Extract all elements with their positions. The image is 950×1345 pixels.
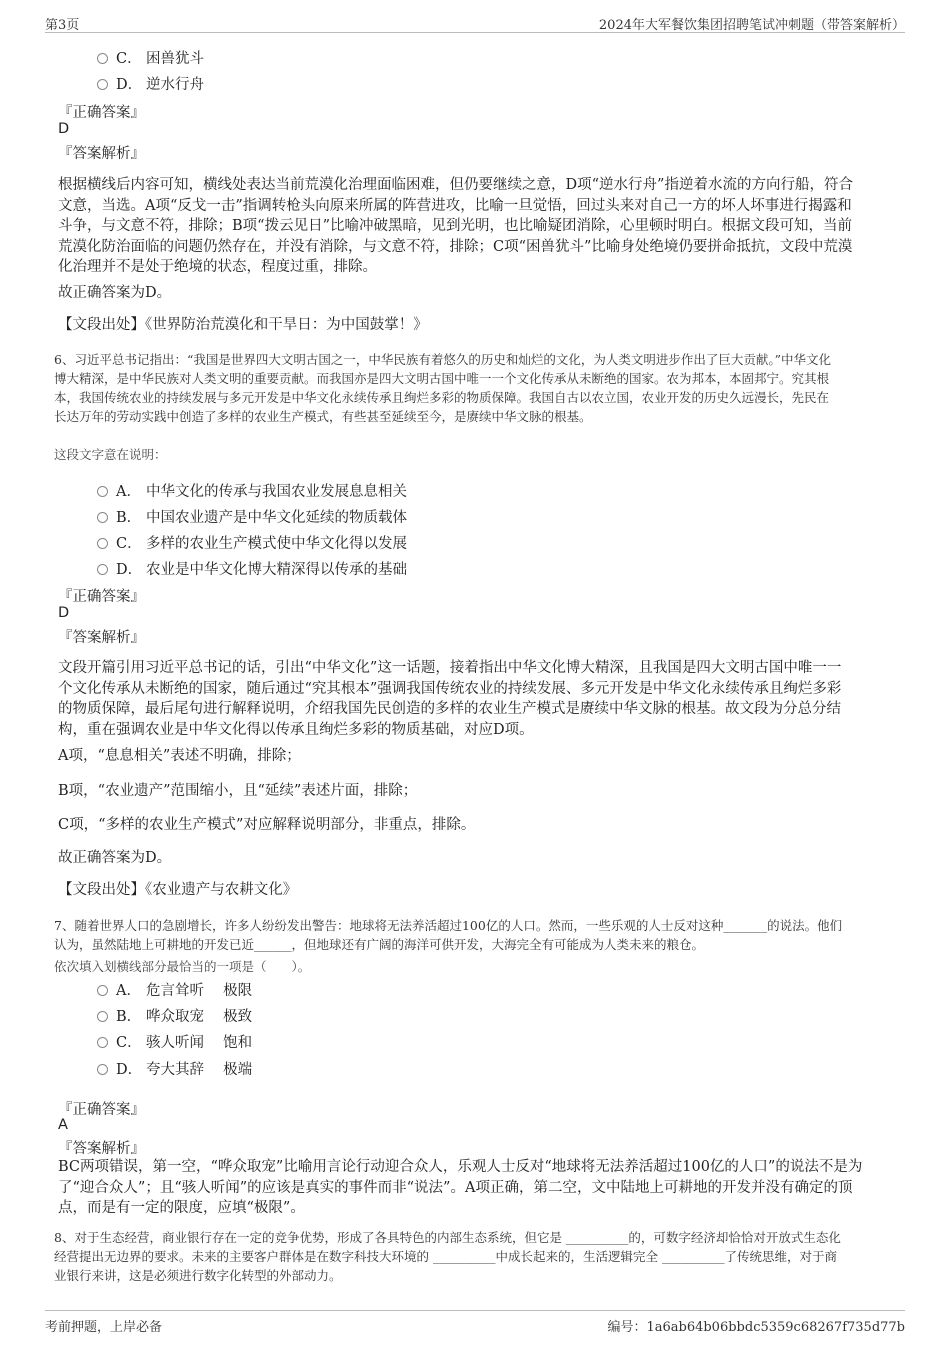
q6-correct-label: 『正确答案』 xyxy=(58,589,145,605)
q6-elim-a: A项，“息息相关”表述不明确，排除； xyxy=(58,748,301,764)
footer-slogan: 考前押题，上岸必备 xyxy=(45,1320,163,1335)
q6-conclusion: 故正确答案为D。 xyxy=(58,850,172,866)
q7-option-b[interactable]: B． 哗众取宠 极致 xyxy=(97,1005,252,1026)
q6-stem: 6、习近平总书记指出：“我国是世界四大文明古国之一，中华民族有着悠久的历史和灿烂的文化，为人类文明进步作出了巨大贡献。”中华文化 博大精深，是中华民族对人类文明的重要贡献。而我国亦是四大文明古国中唯一一个文化传承从未断绝的国家。农为邦本，本固邦宁。究其根 本，我国传统农业的持续发展与多元开发是中华文化永续传承且绚烂多彩的物质保障。我国自古以农立国，农业开发的历史久远漫长，先民在 长达万年的劳动实践中创造了多样的农业生产模式，有些甚至延续至今，是赓续中华文脉的根基。 xyxy=(54,352,831,424)
q6-option-c[interactable]: C． 多样的农业生产模式使中华文化得以发展 xyxy=(97,532,407,553)
radio-icon[interactable] xyxy=(97,53,108,64)
q6-option-b[interactable]: B． 中国农业遗产是中华文化延续的物质载体 xyxy=(97,506,407,527)
q6-elim-c: C项，“多样的农业生产模式”对应解释说明部分，非重点，排除。 xyxy=(58,817,476,833)
radio-icon[interactable] xyxy=(97,1011,108,1022)
q6-option-a[interactable]: A． 中华文化的传承与我国农业发展息息相关 xyxy=(97,480,407,501)
radio-icon[interactable] xyxy=(97,1064,108,1075)
q5-correct-label: 『正确答案』 xyxy=(58,105,145,121)
q6-analysis: 文段开篇引用习近平总书记的话，引出“中华文化”这一话题，接着指出中华文化博大精深，且我国是四大文明古国中唯一一 个文化传承从未断绝的国家，随后通过“究其根本”强调我国传统农业的持续发展、多元开发是中华文化永续传承且绚烂多彩 的物质保障，最后尾句进行解释说明，介绍我国先民创造的多样的农业生产模式是赓续中华文脉的根基。故文段为分总分结 构，重在强调农业是中华文化得以传承且绚烂多彩的物质基础，对应D项。 xyxy=(58,660,842,738)
q5-option-d[interactable]: D． 逆水行舟 xyxy=(97,73,204,94)
q7-correct-label: 『正确答案』 xyxy=(58,1102,145,1118)
q7-answer: A xyxy=(58,1117,68,1133)
q6-source: 【文段出处】《农业遗产与农耕文化》 xyxy=(58,882,298,898)
q5-option-c[interactable]: C． 困兽犹斗 xyxy=(97,47,204,68)
q6-prompt: 这段文字意在说明： xyxy=(54,447,167,462)
radio-icon[interactable] xyxy=(97,538,108,549)
q6-option-d[interactable]: D． 农业是中华文化博大精深得以传承的基础 xyxy=(97,558,407,579)
q8-stem: 8、对于生态经营，商业银行存在一定的竞争优势，形成了各具特色的内部生态系统，但它是 __________的，可数字经济却恰恰对开放式生态化 经营提出无边界的要求。未来的主要客户群体是在数字科技大环境的 __________中成长起来的，生活逻辑完全 __________了传统思维，对于商 业银行来讲，这是必须进行数字化转型的外部动力。 xyxy=(54,1230,841,1283)
q6-analysis-label: 『答案解析』 xyxy=(58,630,145,646)
page-footer xyxy=(45,1310,905,1333)
page-number: 第3页 xyxy=(45,18,80,33)
radio-icon[interactable] xyxy=(97,512,108,523)
q7-option-a[interactable]: A． 危言耸听 极限 xyxy=(97,979,252,1000)
q6-answer: D xyxy=(58,605,70,621)
q7-option-c[interactable]: C． 骇人听闻 饱和 xyxy=(97,1031,252,1052)
q5-analysis-label: 『答案解析』 xyxy=(58,146,145,162)
q7-analysis: BC两项错误，第一空，“哗众取宠”比喻用言论行动迎合众人，乐观人士反对“地球将无法养活超过100亿的人口”的说法不是为 了“迎合众人”；且“骇人听闻”的应该是真实的事件而非“说法”。A项正确，第二空，文中陆地上可耕地的开发并没有确定的顶 点，而是有一定的限度，应填“极限”。 xyxy=(58,1159,863,1216)
radio-icon[interactable] xyxy=(97,79,108,90)
q6-elim-b: B项，“农业遗产”范围缩小，且“延续”表述片面，排除； xyxy=(58,783,418,799)
radio-icon[interactable] xyxy=(97,486,108,497)
radio-icon[interactable] xyxy=(97,564,108,575)
q5-analysis: 根据横线后内容可知，横线处表达当前荒漠化治理面临困难，但仍要继续之意，D项“逆水行舟”指逆着水流的方向行船，符合 文意，当选。A项“反戈一击”指调转枪头向原来所属的阵营进攻，比喻一旦觉悟，回过头来对自己一方的坏人坏事进行揭露和 斗争，与文意不符，排除；B项“拨云见日”比喻冲破黑暗，见到光明，也比喻疑团消除，心里顿时明白。根据文段可知，当前 荒漠化防治面临的问题仍然存在，并没有消除，与文意不符，排除；C项“困兽犹斗”比喻身处绝境仍要拼命抵抗，文段中荒漠 化治理并不是处于绝境的状态，程度过重，排除。 xyxy=(58,177,853,275)
q7-option-d[interactable]: D． 夸大其辞 极端 xyxy=(97,1058,252,1079)
radio-icon[interactable] xyxy=(97,1037,108,1048)
q7-analysis-label: 『答案解析』 xyxy=(58,1141,145,1157)
document-title: 2024年大军餐饮集团招聘笔试冲刺题（带答案解析） xyxy=(598,18,905,33)
q5-conclusion: 故正确答案为D。 xyxy=(58,285,172,301)
q5-answer: D xyxy=(58,121,70,137)
radio-icon[interactable] xyxy=(97,985,108,996)
q5-source: 【文段出处】《世界防治荒漠化和干旱日：为中国鼓掌！》 xyxy=(58,317,428,333)
page-header xyxy=(45,12,905,33)
q7-stem: 7、随着世界人口的急剧增长，许多人纷纷发出警告：地球将无法养活超过100亿的人口。然而，一些乐观的人士反对这种_______的说法。他们 认为，虽然陆地上可耕地的开发已近______，但地球还有广阔的海洋可供开发，大海完全有可能成为人类未来的粮仓。 xyxy=(54,918,843,952)
q7-prompt: 依次填入划横线部分最恰当的一项是（ ）。 xyxy=(54,959,311,974)
document-id: 编号：1a6ab64b06bbdc5359c68267f735d77b xyxy=(607,1320,905,1335)
